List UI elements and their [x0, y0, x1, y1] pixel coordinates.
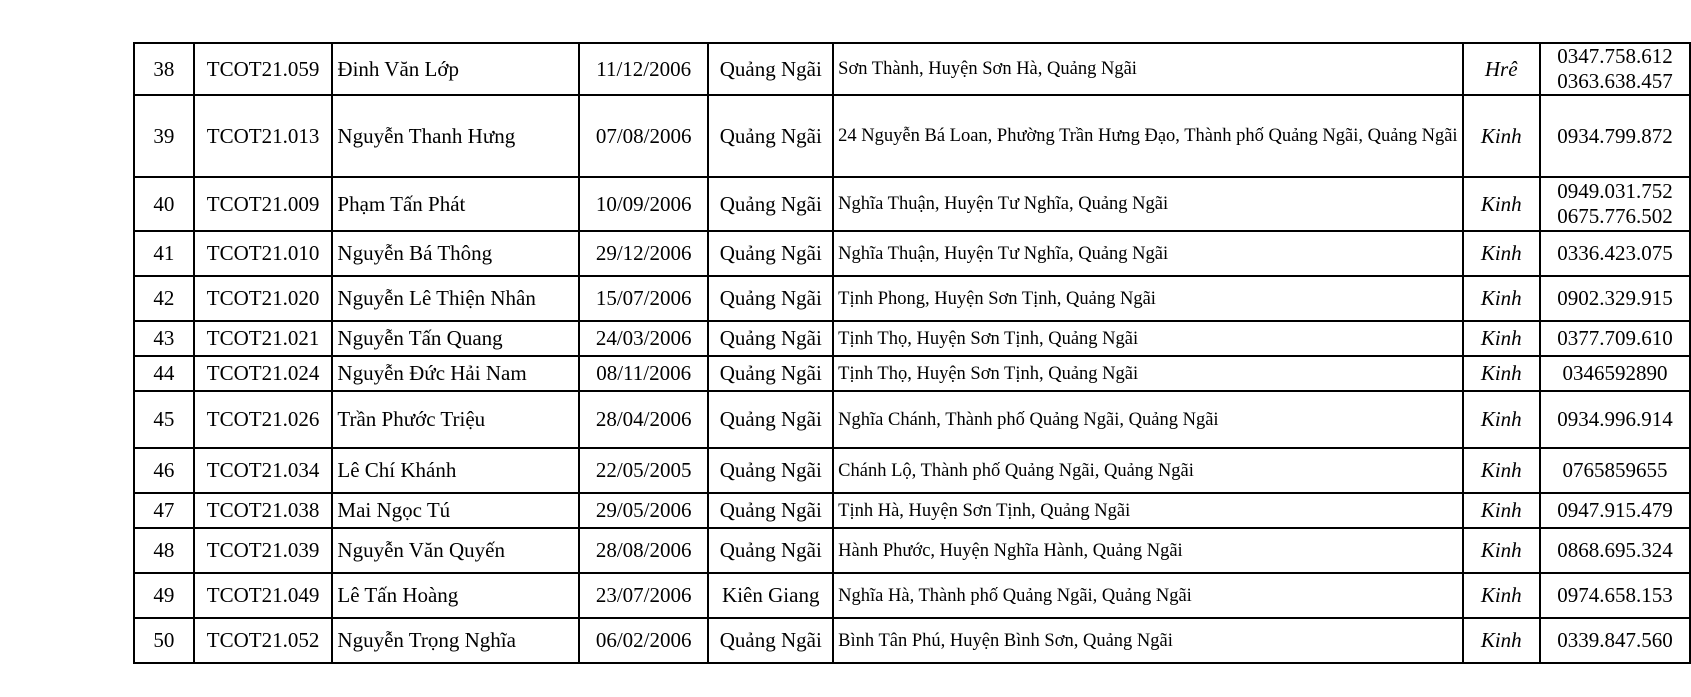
phone-number: 0868.695.324: [1557, 538, 1673, 563]
phone-number: 0377.709.610: [1557, 326, 1673, 351]
student-table: [133, 42, 1691, 664]
student-name: Nguyễn Trọng Nghĩa: [332, 618, 579, 663]
ethnicity: Kinh: [1463, 95, 1540, 177]
row-number: 42: [134, 276, 194, 321]
birth-province: Quảng Ngãi: [708, 177, 833, 231]
birth-date: 15/07/2006: [579, 276, 708, 321]
row-number: 50: [134, 618, 194, 663]
birth-date: 06/02/2006: [579, 618, 708, 663]
row-number: 47: [134, 493, 194, 528]
phone-cell: [1540, 276, 1690, 321]
table-row: [134, 231, 1690, 276]
student-code: TCOT21.013: [194, 95, 333, 177]
table-row: [134, 618, 1690, 663]
phone-cell: [1540, 321, 1690, 356]
student-name: Nguyễn Văn Quyến: [332, 528, 579, 573]
birth-date: 23/07/2006: [579, 573, 708, 618]
ethnicity: Kinh: [1463, 231, 1540, 276]
student-code: TCOT21.039: [194, 528, 333, 573]
student-name: Lê Chí Khánh: [332, 448, 579, 493]
ethnicity: Kinh: [1463, 276, 1540, 321]
phone-number: 0765859655: [1562, 458, 1668, 483]
table-row: [134, 177, 1690, 231]
table-row: [134, 528, 1690, 573]
row-number: 39: [134, 95, 194, 177]
birth-date: 28/04/2006: [579, 391, 708, 448]
birth-date: 29/05/2006: [579, 493, 708, 528]
table-row: [134, 356, 1690, 391]
ethnicity: Kinh: [1463, 356, 1540, 391]
birth-province: Quảng Ngãi: [708, 43, 833, 95]
phone-cell: [1540, 177, 1690, 231]
phone-cell: [1540, 448, 1690, 493]
phone-number: 0934.996.914: [1557, 407, 1673, 432]
student-code: TCOT21.059: [194, 43, 333, 95]
birth-date: 22/05/2005: [579, 448, 708, 493]
phone-number: 0947.915.479: [1557, 498, 1673, 523]
row-number: 38: [134, 43, 194, 95]
phone-number: 0902.329.915: [1557, 286, 1673, 311]
phone-cell: [1540, 391, 1690, 448]
phone-cell: [1540, 356, 1690, 391]
phone-number: 0339.847.560: [1557, 628, 1673, 653]
phone-number: 0363.638.457: [1557, 69, 1673, 94]
home-address: Nghĩa Hà, Thành phố Quảng Ngãi, Quảng Ngãi: [833, 573, 1462, 618]
student-code: TCOT21.024: [194, 356, 333, 391]
table-row: [134, 391, 1690, 448]
phone-cell: [1540, 573, 1690, 618]
birth-province: Quảng Ngãi: [708, 391, 833, 448]
row-number: 48: [134, 528, 194, 573]
phone-cell: [1540, 493, 1690, 528]
ethnicity: Kinh: [1463, 573, 1540, 618]
home-address: Hành Phước, Huyện Nghĩa Hành, Quảng Ngãi: [833, 528, 1462, 573]
row-number: 44: [134, 356, 194, 391]
birth-province: Quảng Ngãi: [708, 356, 833, 391]
birth-date: 28/08/2006: [579, 528, 708, 573]
student-code: TCOT21.026: [194, 391, 333, 448]
birth-date: 07/08/2006: [579, 95, 708, 177]
table-row: [134, 448, 1690, 493]
home-address: Nghĩa Thuận, Huyện Tư Nghĩa, Quảng Ngãi: [833, 177, 1462, 231]
ethnicity: Kinh: [1463, 321, 1540, 356]
birth-province: Quảng Ngãi: [708, 618, 833, 663]
table-row: [134, 276, 1690, 321]
table-row: [134, 321, 1690, 356]
student-code: TCOT21.020: [194, 276, 333, 321]
home-address: 24 Nguyễn Bá Loan, Phường Trần Hưng Đạo, Thành phố Quảng Ngãi, Quảng Ngãi: [833, 95, 1462, 177]
row-number: 49: [134, 573, 194, 618]
birth-province: Quảng Ngãi: [708, 231, 833, 276]
ethnicity: Kinh: [1463, 493, 1540, 528]
ethnicity: Kinh: [1463, 528, 1540, 573]
table-row: [134, 95, 1690, 177]
table-row: [134, 493, 1690, 528]
student-code: TCOT21.009: [194, 177, 333, 231]
phone-number: 0675.776.502: [1557, 204, 1673, 229]
home-address: Nghĩa Chánh, Thành phố Quảng Ngãi, Quảng Ngãi: [833, 391, 1462, 448]
row-number: 40: [134, 177, 194, 231]
phone-number: 0949.031.752: [1557, 179, 1673, 204]
birth-province: Quảng Ngãi: [708, 276, 833, 321]
student-name: Mai Ngọc Tú: [332, 493, 579, 528]
ethnicity: Kinh: [1463, 177, 1540, 231]
ethnicity: Kinh: [1463, 618, 1540, 663]
row-number: 43: [134, 321, 194, 356]
birth-date: 24/03/2006: [579, 321, 708, 356]
birth-date: 29/12/2006: [579, 231, 708, 276]
home-address: Sơn Thành, Huyện Sơn Hà, Quảng Ngãi: [833, 43, 1462, 95]
student-name: Đinh Văn Lớp: [332, 43, 579, 95]
table-body: [134, 43, 1690, 663]
home-address: Chánh Lộ, Thành phố Quảng Ngãi, Quảng Ngãi: [833, 448, 1462, 493]
student-name: Nguyễn Bá Thông: [332, 231, 579, 276]
student-code: TCOT21.049: [194, 573, 333, 618]
birth-province: Quảng Ngãi: [708, 493, 833, 528]
birth-date: 10/09/2006: [579, 177, 708, 231]
student-code: TCOT21.010: [194, 231, 333, 276]
home-address: Tịnh Thọ, Huyện Sơn Tịnh, Quảng Ngãi: [833, 321, 1462, 356]
phone-number: 0346592890: [1562, 361, 1668, 386]
student-name: Nguyễn Lê Thiện Nhân: [332, 276, 579, 321]
birth-province: Kiên Giang: [708, 573, 833, 618]
birth-date: 08/11/2006: [579, 356, 708, 391]
table-row: [134, 43, 1690, 95]
ethnicity: Hrê: [1463, 43, 1540, 95]
home-address: Nghĩa Thuận, Huyện Tư Nghĩa, Quảng Ngãi: [833, 231, 1462, 276]
ethnicity: Kinh: [1463, 448, 1540, 493]
phone-cell: [1540, 528, 1690, 573]
student-code: TCOT21.034: [194, 448, 333, 493]
birth-province: Quảng Ngãi: [708, 528, 833, 573]
home-address: Tịnh Phong, Huyện Sơn Tịnh, Quảng Ngãi: [833, 276, 1462, 321]
phone-cell: [1540, 43, 1690, 95]
phone-number: 0347.758.612: [1557, 44, 1673, 68]
student-name: Phạm Tấn Phát: [332, 177, 579, 231]
student-code: TCOT21.021: [194, 321, 333, 356]
birth-province: Quảng Ngãi: [708, 321, 833, 356]
phone-cell: [1540, 618, 1690, 663]
home-address: Bình Tân Phú, Huyện Bình Sơn, Quảng Ngãi: [833, 618, 1462, 663]
student-name: Lê Tấn Hoàng: [332, 573, 579, 618]
ethnicity: Kinh: [1463, 391, 1540, 448]
row-number: 45: [134, 391, 194, 448]
home-address: Tịnh Hà, Huyện Sơn Tịnh, Quảng Ngãi: [833, 493, 1462, 528]
student-code: TCOT21.052: [194, 618, 333, 663]
birth-province: Quảng Ngãi: [708, 95, 833, 177]
table-row: [134, 573, 1690, 618]
student-name: Nguyễn Tấn Quang: [332, 321, 579, 356]
phone-number: 0974.658.153: [1557, 583, 1673, 608]
phone-cell: [1540, 95, 1690, 177]
student-code: TCOT21.038: [194, 493, 333, 528]
row-number: 41: [134, 231, 194, 276]
phone-number: 0336.423.075: [1557, 241, 1673, 266]
student-name: Nguyễn Thanh Hưng: [332, 95, 579, 177]
student-name: Nguyễn Đức Hải Nam: [332, 356, 579, 391]
student-name: Trần Phước Triệu: [332, 391, 579, 448]
birth-date: 11/12/2006: [579, 43, 708, 95]
phone-cell: [1540, 231, 1690, 276]
birth-province: Quảng Ngãi: [708, 448, 833, 493]
row-number: 46: [134, 448, 194, 493]
phone-number: 0934.799.872: [1557, 123, 1673, 148]
home-address: Tịnh Thọ, Huyện Sơn Tịnh, Quảng Ngãi: [833, 356, 1462, 391]
